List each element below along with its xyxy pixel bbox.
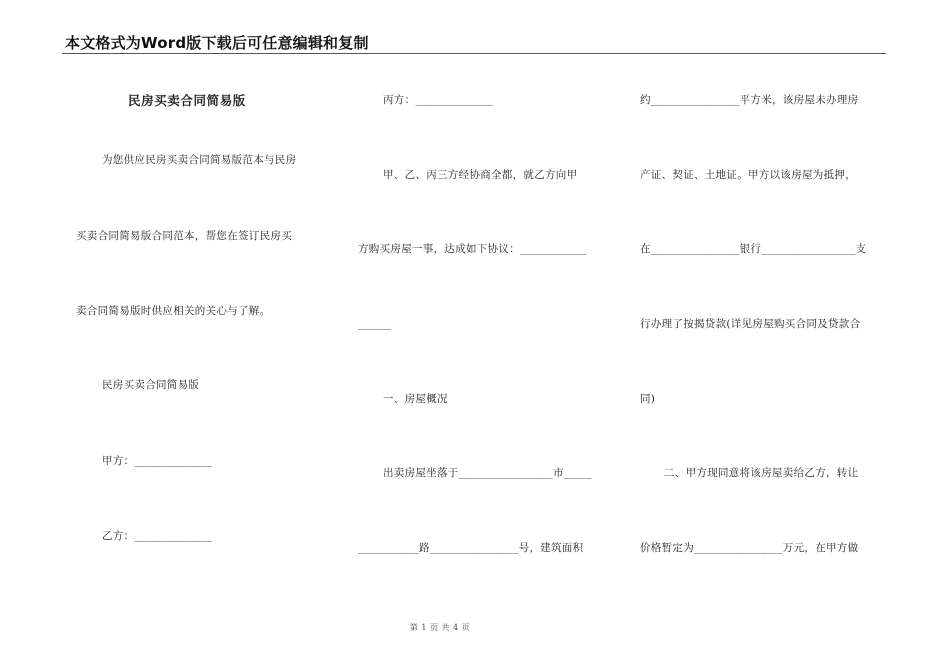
paragraph-line: 民房买卖合同简易版 bbox=[102, 379, 200, 391]
paragraph-line: 产证、契证、土地证。甲方以该房屋为抵押， bbox=[640, 169, 856, 181]
document-title: 民房买卖合同简易版 bbox=[128, 93, 246, 108]
page-indicator: 第 1 页 共 4 页 bbox=[409, 623, 471, 632]
paragraph-line: ___________路________________号，建筑面积 bbox=[358, 542, 584, 554]
paragraph-line: 价格暂定为________________万元，在甲方做 bbox=[640, 542, 859, 554]
party-a-line: 甲方：______________ bbox=[102, 455, 213, 467]
party-b-line: 乙方：______________ bbox=[102, 530, 213, 542]
paragraph-line: 在________________银行_________________支 bbox=[640, 243, 867, 255]
banner-divider bbox=[62, 53, 886, 54]
paragraph-line: 卖合同简易版时供应相关的关心与了解。 bbox=[76, 305, 271, 317]
paragraph-line: 行办理了按揭贷款(详见房屋购买合同及贷款合 bbox=[640, 318, 861, 330]
paragraph-line: ______ bbox=[358, 318, 392, 330]
section-heading: 一、房屋概况 bbox=[383, 393, 448, 405]
paragraph-line: 甲、乙、丙三方经协商全都，就乙方向甲 bbox=[383, 169, 578, 181]
party-c-line: 丙方：______________ bbox=[383, 94, 494, 106]
paragraph-line: 同) bbox=[640, 393, 656, 405]
paragraph-line: 方购买房屋一事，达成如下协议：____________ bbox=[358, 243, 587, 255]
document-banner: 本文格式为Word版下载后可任意编辑和复制 bbox=[65, 34, 369, 52]
paragraph-line: 出卖房屋坐落于_________________市_____ bbox=[383, 467, 592, 479]
paragraph-line: 为您供应民房买卖合同简易版范本与民房 bbox=[102, 154, 297, 166]
paragraph-line: 买卖合同简易版合同范本，帮您在签订民房买 bbox=[76, 230, 292, 242]
section-heading: 二、甲方现同意将该房屋卖给乙方，转让 bbox=[664, 467, 859, 479]
paragraph-line: 约________________平方米，该房屋未办理房 bbox=[640, 94, 859, 106]
